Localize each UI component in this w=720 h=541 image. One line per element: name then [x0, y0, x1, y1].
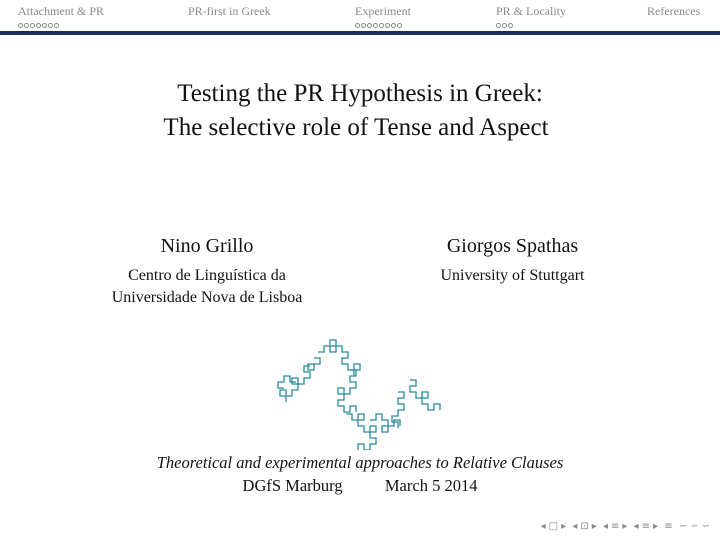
nav-frame-dots [496, 20, 514, 28]
search-icon[interactable]: ∽ [690, 521, 699, 532]
nav-frame-dots [18, 20, 60, 28]
slide-icon[interactable]: □ [548, 521, 559, 532]
nav-section-attachment[interactable] [18, 4, 104, 19]
frame-dot[interactable] [355, 23, 360, 28]
author-block-1 [62, 233, 352, 309]
frame-dot[interactable] [496, 23, 501, 28]
nav-frame-dots [355, 20, 403, 28]
forward-icon[interactable]: ∽ [701, 521, 710, 532]
next-slide-icon[interactable]: ▸ [561, 521, 567, 532]
toc-icon[interactable]: ≡ [664, 521, 673, 532]
frame-dot[interactable] [385, 23, 390, 28]
fractal-curve-logo-icon [270, 330, 450, 450]
header-rule [0, 31, 720, 35]
affiliation-line: Universidade Nova de Lisboa [111, 289, 303, 306]
author-name: Giorgos Spathas [446, 235, 579, 257]
title-line-1: Testing the PR Hypothesis in Greek: [177, 80, 543, 107]
nav-section-pr-first[interactable] [188, 4, 271, 19]
section-icon[interactable]: ≡ [641, 521, 651, 532]
event-info [0, 452, 720, 498]
section-navigation-bar [0, 0, 720, 34]
frame-dot[interactable] [379, 23, 384, 28]
frame-dot[interactable] [502, 23, 507, 28]
prev-section-icon[interactable]: ◂ [633, 521, 639, 532]
author-affiliation: University of Stuttgart [440, 267, 585, 284]
author-affiliation [62, 265, 352, 309]
next-section-icon[interactable]: ▸ [653, 521, 659, 532]
prev-slide-icon[interactable]: ◂ [540, 521, 546, 532]
frame-dot[interactable] [54, 23, 59, 28]
frame-dot[interactable] [508, 23, 513, 28]
nav-section-label[interactable]: PR-first in Greek [188, 4, 271, 18]
author-block-2 [380, 233, 645, 287]
event-subtitle: Theoretical and experimental approaches to Relative Clauses [156, 453, 564, 472]
back-icon[interactable]: ∽ [678, 521, 688, 532]
frame-dot[interactable] [48, 23, 53, 28]
next-frame-icon[interactable]: ▸ [591, 521, 597, 532]
frame-dot[interactable] [36, 23, 41, 28]
nav-section-label[interactable]: References [647, 4, 701, 18]
frame-dot[interactable] [373, 23, 378, 28]
frame-dot[interactable] [367, 23, 372, 28]
frame-dot[interactable] [361, 23, 366, 28]
frame-dot[interactable] [24, 23, 29, 28]
beamer-navigation-controls [538, 521, 710, 535]
frame-dot[interactable] [42, 23, 47, 28]
nav-section-pr-locality[interactable] [496, 4, 566, 19]
nav-section-experiment[interactable] [355, 4, 411, 19]
event-venue-date [0, 474, 720, 498]
frame-dot[interactable] [391, 23, 396, 28]
author-name: Nino Grillo [160, 235, 254, 257]
event-venue: DGfS Marburg [242, 476, 343, 495]
frame-icon[interactable]: ⊡ [580, 521, 589, 532]
frame-dot[interactable] [18, 23, 23, 28]
nav-section-label[interactable]: Attachment & PR [18, 4, 104, 18]
next-subsection-icon[interactable]: ▸ [622, 521, 628, 532]
nav-section-label[interactable]: PR & Locality [496, 4, 566, 18]
frame-dot[interactable] [30, 23, 35, 28]
subsection-icon[interactable]: ≡ [611, 521, 620, 532]
frame-dot[interactable] [397, 23, 402, 28]
nav-section-references[interactable] [647, 4, 700, 19]
prev-frame-icon[interactable]: ◂ [572, 521, 578, 532]
title-line-2: The selective role of Tense and Aspect [163, 114, 549, 141]
nav-section-label[interactable]: Experiment [355, 4, 411, 18]
prev-subsection-icon[interactable]: ◂ [602, 521, 608, 532]
event-date: March 5 2014 [384, 476, 478, 495]
slide-title [0, 77, 720, 145]
affiliation-line: Centro de Linguística da [128, 267, 286, 284]
